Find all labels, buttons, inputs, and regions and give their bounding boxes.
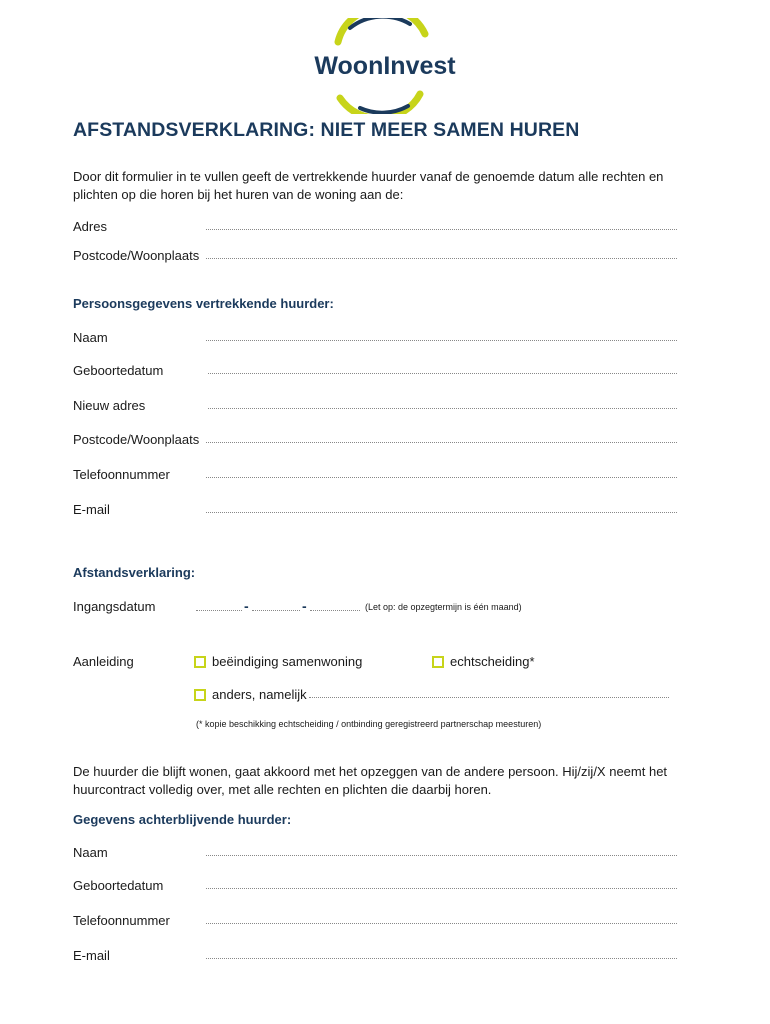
leaving-postcode-field[interactable]	[73, 432, 677, 450]
date-separator: -	[302, 598, 307, 614]
option-echtscheiding[interactable]	[432, 654, 535, 672]
naam-input-line[interactable]	[206, 340, 677, 341]
remaining-naam-field[interactable]	[73, 845, 677, 863]
nieuw-adres-label: Nieuw adres	[73, 398, 146, 413]
option-label: beëindiging samenwoning	[212, 654, 363, 669]
remaining-telefoon-field[interactable]	[73, 913, 677, 931]
date-separator: -	[244, 598, 249, 614]
telefoon-label: Telefoonnummer	[73, 913, 170, 928]
telefoon-input-line[interactable]	[206, 477, 677, 478]
date-month-line[interactable]	[252, 610, 300, 611]
intro-text: Door dit formulier in te vullen geeft de vertrekkende huurder vanaf de genoemde datum alle rechten en plichten op die horen bij het huren van de woning aan de:	[73, 169, 664, 202]
footnote: (* kopie beschikking echtscheiding / ontbinding geregistreerd partnerschap meesturen)	[196, 719, 542, 729]
checkbox[interactable]	[432, 656, 444, 668]
leaving-nieuw-adres-field[interactable]	[73, 398, 677, 416]
leaving-email-field[interactable]	[73, 502, 677, 520]
aanleiding-label: Aanleiding	[73, 654, 134, 669]
adres-input-line[interactable]	[206, 229, 677, 230]
checkbox[interactable]	[194, 656, 206, 668]
option-label: echtscheiding*	[450, 654, 535, 669]
leaving-geboortedatum-field[interactable]	[73, 363, 677, 381]
email-label: E-mail	[73, 502, 110, 517]
leaving-tenant-heading: Persoonsgegevens vertrekkende huurder:	[73, 296, 334, 311]
option-label: anders, namelijk	[212, 687, 307, 702]
ingangsdatum-row	[73, 599, 193, 617]
geboortedatum-input-line[interactable]	[206, 888, 677, 889]
option-anders[interactable]	[194, 687, 669, 705]
email-input-line[interactable]	[206, 958, 677, 959]
leaving-naam-field[interactable]	[73, 330, 677, 348]
checkbox[interactable]	[194, 689, 206, 701]
geboortedatum-label: Geboortedatum	[73, 878, 164, 893]
date-year-line[interactable]	[310, 610, 360, 611]
logo-text: WoonInvest	[314, 52, 456, 80]
naam-label: Naam	[73, 845, 108, 860]
remaining-email-field[interactable]	[73, 948, 677, 966]
agreement-text: De huurder die blijft wonen, gaat akkoord met het opzeggen van de andere persoon. Hij/zij/X neemt het huurcontract volledig over, met alle rechten en plichten die daarbij horen.	[73, 764, 668, 797]
remaining-geboortedatum-field[interactable]	[73, 878, 677, 896]
remaining-tenant-heading: Gegevens achterblijvende huurder:	[73, 812, 292, 827]
postcode-label: Postcode/Woonplaats	[73, 432, 200, 447]
ingangsdatum-field[interactable]	[196, 600, 536, 618]
adres-label: Adres	[73, 219, 107, 234]
email-input-line[interactable]	[206, 512, 677, 513]
geboortedatum-label: Geboortedatum	[73, 363, 164, 378]
ingangsdatum-label: Ingangsdatum	[73, 599, 156, 614]
date-day-line[interactable]	[196, 610, 242, 611]
declaration-heading: Afstandsverklaring:	[73, 565, 196, 580]
nieuw-adres-input-line[interactable]	[208, 408, 677, 409]
document-title: AFSTANDSVERKLARING: NIET MEER SAMEN HUREN	[73, 119, 580, 141]
naam-label: Naam	[73, 330, 108, 345]
postcode-field[interactable]	[73, 248, 677, 266]
email-label: E-mail	[73, 948, 110, 963]
adres-field[interactable]	[73, 219, 677, 237]
wooninvest-logo	[290, 18, 480, 114]
date-note: (Let op: de opzegtermijn is één maand)	[365, 602, 522, 612]
leaving-telefoon-field[interactable]	[73, 467, 677, 485]
naam-input-line[interactable]	[206, 855, 677, 856]
geboortedatum-input-line[interactable]	[208, 373, 677, 374]
postcode-input-line[interactable]	[206, 442, 677, 443]
anders-input-line[interactable]	[309, 697, 669, 698]
postcode-input-line[interactable]	[206, 258, 677, 259]
aanleiding-row	[73, 654, 193, 672]
postcode-label: Postcode/Woonplaats	[73, 248, 200, 263]
telefoon-input-line[interactable]	[206, 923, 677, 924]
option-beeindiging[interactable]	[194, 654, 362, 672]
telefoon-label: Telefoonnummer	[73, 467, 170, 482]
